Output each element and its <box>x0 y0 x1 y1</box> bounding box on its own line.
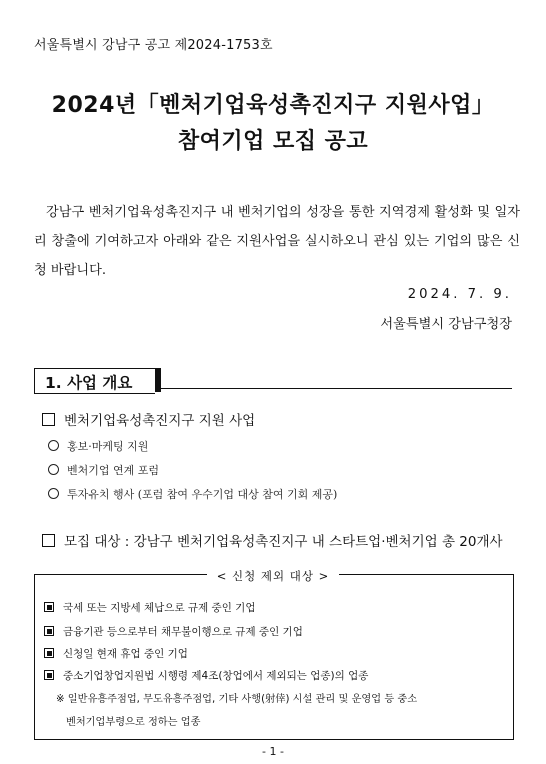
document-title-line2: 참여기업 모집 공고 <box>177 129 369 154</box>
square-bullet-icon <box>42 534 55 547</box>
recruitment-target <box>42 530 503 550</box>
exclusion-item <box>44 600 255 615</box>
filled-square-bullet-icon <box>44 670 54 680</box>
program-heading-text: 벤처기업육성촉진지구 지원 사업 <box>64 413 256 429</box>
circle-bullet-icon <box>48 488 59 499</box>
program-item <box>48 438 148 454</box>
notice-number: 서울특별시 강남구 공고 제2024-1753호 <box>34 38 273 53</box>
program-item <box>48 486 337 502</box>
exclusion-panel-title <box>0 568 546 584</box>
filled-square-bullet-icon <box>44 602 54 612</box>
exclusion-item-text: 금융기관 등으로부터 채무불이행으로 규제 중인 기업 <box>63 626 303 638</box>
program-item-text: 홍보·마케팅 지원 <box>67 440 149 453</box>
exclusion-title-text: < 신청 제외 대상 > <box>207 569 340 583</box>
intro-paragraph <box>34 198 520 285</box>
issuer: 서울특별시 강남구청장 <box>380 317 512 332</box>
square-bullet-icon <box>42 413 55 426</box>
section-divider <box>160 388 512 389</box>
document-title-line1: 2024년「벤처기업육성촉진지구 지원사업」 <box>51 93 495 118</box>
section-1-title: 1. 사업 개요 <box>45 374 133 392</box>
exclusion-item <box>44 668 368 683</box>
exclusion-item <box>44 624 303 639</box>
exclusion-item-text: 중소기업창업지원법 시행령 제4조(창업에서 제외되는 업종)의 업종 <box>63 670 369 682</box>
program-item-text: 벤처기업 연계 포럼 <box>67 464 160 477</box>
exclusion-item-text: 신청일 현재 휴업 중인 기업 <box>63 648 188 660</box>
program-item <box>48 462 159 478</box>
announcement-date: 2024. 7. 9. <box>407 287 512 302</box>
filled-square-bullet-icon <box>44 626 54 636</box>
program-item-text: 투자유치 행사 (포럼 참여 우수기업 대상 참여 기회 제공) <box>67 488 338 501</box>
exclusion-item-text: 국세 또는 지방세 체납으로 규제 중인 기업 <box>63 602 256 614</box>
exclusion-note-line1: ※ 일반유흥주점업, 무도유흥주점업, 기타 사행(射倖) 시설 관리 및 운영업 등 중소 <box>56 694 418 705</box>
circle-bullet-icon <box>48 440 59 451</box>
page-number: - 1 - <box>262 745 284 758</box>
intro-text: 강남구 벤처기업육성촉진지구 내 벤처기업의 성장을 통한 지역경제 활성화 및 일자리 창출에 기여하고자 아래와 같은 지원사업을 실시하오니 관심 있는 기업의 많은 신청 바랍니다. <box>34 205 520 278</box>
exclusion-note-line2: 벤처기업부령으로 정하는 업종 <box>66 717 201 728</box>
program-heading <box>42 409 255 429</box>
circle-bullet-icon <box>48 464 59 475</box>
section-1-header <box>34 368 155 394</box>
exclusion-item <box>44 646 188 661</box>
filled-square-bullet-icon <box>44 648 54 658</box>
recruitment-target-text: 모집 대상 : 강남구 벤처기업육성촉진지구 내 스타트업·벤처기업 총 20개사 <box>64 534 503 550</box>
